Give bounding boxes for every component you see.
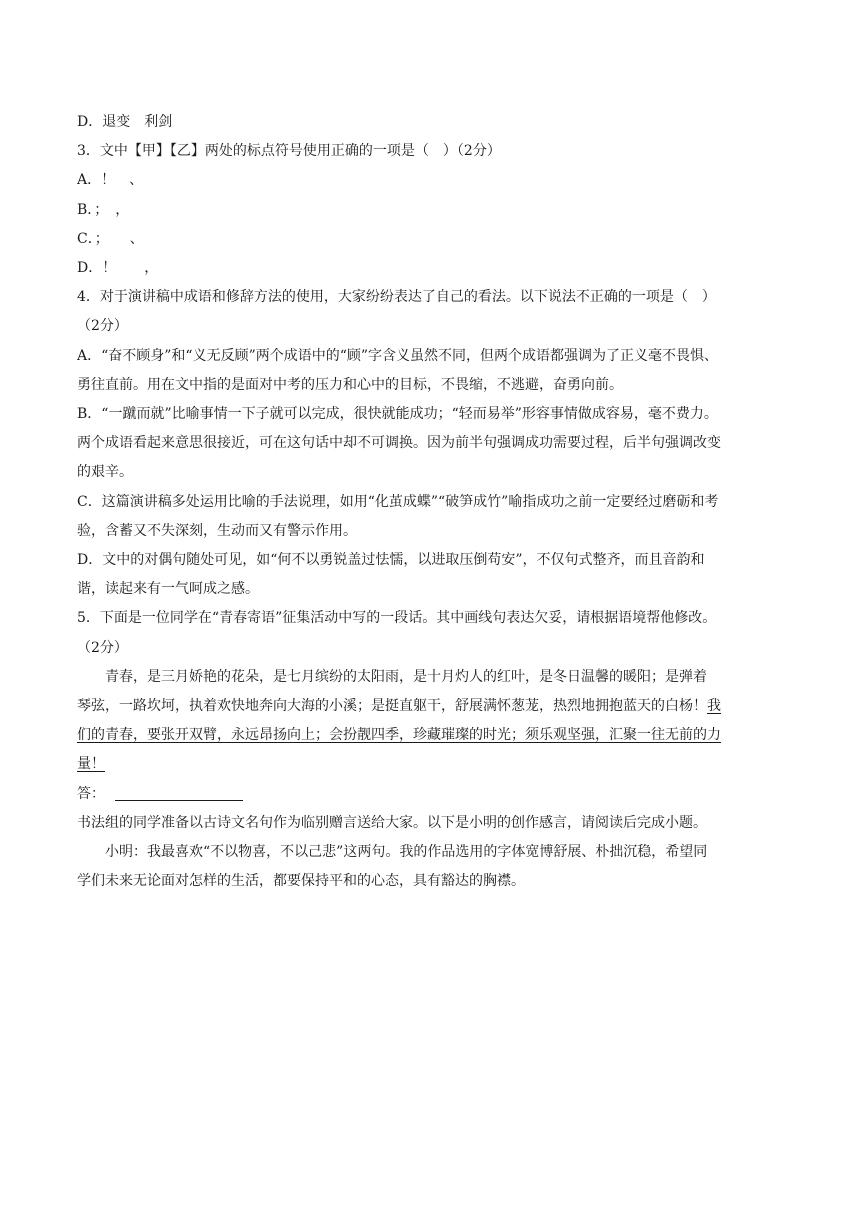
q4-option-a-line-2: 勇往直前。用在文中指的是面对中考的压力和心中的目标，不畏缩，不逃避，奋勇向前。 (77, 376, 623, 393)
q3-option-d: D．！ ， (77, 260, 159, 277)
q5-underlined-sentence-end: 量！ (77, 756, 105, 773)
q5-stem-line-2: （2分） (77, 639, 128, 656)
q5-passage-line-1: 青春，是三月娇艳的花朵，是七月缤纷的太阳雨，是十月灼人的红叶，是冬日温馨的暖阳；是弹着 (105, 668, 707, 685)
q4-option-b-line-2: 两个成语看起来意思很接近，可在这句话中却不可调换。因为前半句强调成功需要过程，后半句强调改变 (77, 435, 721, 452)
q4-option-a-line-1: A．“奋不顾身”和“义无反顾”两个成语中的“顾”字含义虽然不同，但两个成语都强调为了正义毫不畏惧、 (77, 347, 719, 364)
q4-option-c-line-2: 验，含蓄又不失深刻，生动而又有警示作用。 (77, 522, 357, 539)
q4-option-c-line-1: C．这篇演讲稿多处运用比喻的手法说理，如用“化茧成蝶”“破笋成竹”喻指成功之前一定要经过磨砺和考 (77, 493, 719, 510)
document-page (77, 108, 787, 896)
calligraphy-intro: 书法组的同学准备以古诗文名句作为临别赠言送给大家。以下是小明的创作感言，请阅读后完成小题。 (77, 814, 707, 831)
q4-option-b-line-3: 的艰辛。 (77, 464, 133, 481)
q4-option-d-line-1: D．文中的对偶句随处可见，如“何不以勇锐盖过怯懦，以进取压倒苟安”，不仅句式整齐，而且音韵和 (77, 552, 705, 569)
q3-option-c: C．； 、 (77, 230, 144, 247)
q4-stem-line-1: 4．对于演讲稿中成语和修辞方法的使用，大家纷纷表达了自己的看法。以下说法不正确的一项是（ ） (77, 289, 716, 306)
q4-option-d-line-2: 谐，读起来有一气呵成之感。 (77, 581, 259, 598)
q5-passage-plain-text: 琴弦，一路坎坷，执着欢快地奔向大海的小溪；是挺直躯干，舒展满怀葱茏，热烈地拥抱蓝天的白杨！ (77, 698, 707, 715)
q2-option-d: D．退变 利剑 (77, 114, 173, 130)
answer-label: 答： (77, 785, 105, 802)
q3-option-a: A．！ 、 (77, 172, 144, 189)
q4-stem-line-2: （2分） (77, 318, 128, 335)
q3-option-b: B．； ， (77, 201, 130, 218)
q5-passage-line-2 (77, 692, 787, 721)
answer-blank[interactable] (115, 786, 243, 801)
q5-passage-line-4 (77, 750, 787, 779)
q5-passage-line-3 (77, 721, 787, 750)
q5-stem-line-1: 5．下面是一位同学在“青春寄语”征集活动中写的一段话。其中画线句表达欠妥，请根据语境帮他修改。 (77, 610, 717, 627)
xiaoming-statement-line-2: 学们未来无论面对怎样的生活，都要保持平和的心态，具有豁达的胸襟。 (77, 873, 525, 890)
q5-underlined-sentence-start: 我 (707, 698, 721, 715)
q5-underlined-sentence-middle: 们的青春，要张开双臂，永远昂扬向上；会扮靓四季，珍藏璀璨的时光；须乐观坚强，汇聚一往无前的力 (77, 727, 721, 744)
q3-stem: 3．文中【甲】【乙】两处的标点符号使用正确的一项是（ ）（2分） (77, 143, 501, 160)
q4-option-b-line-1: B．“一蹴而就”比喻事情一下子就可以完成，很快就能成功；“轻而易举”形容事情做成容易，毫不费力。 (77, 406, 718, 423)
q5-answer-line (77, 780, 787, 809)
xiaoming-statement-line-1: 小明：我最喜欢“不以物喜，不以己悲”这两句。我的作品选用的字体宽博舒展、朴拙沉稳，希望同 (105, 844, 708, 861)
